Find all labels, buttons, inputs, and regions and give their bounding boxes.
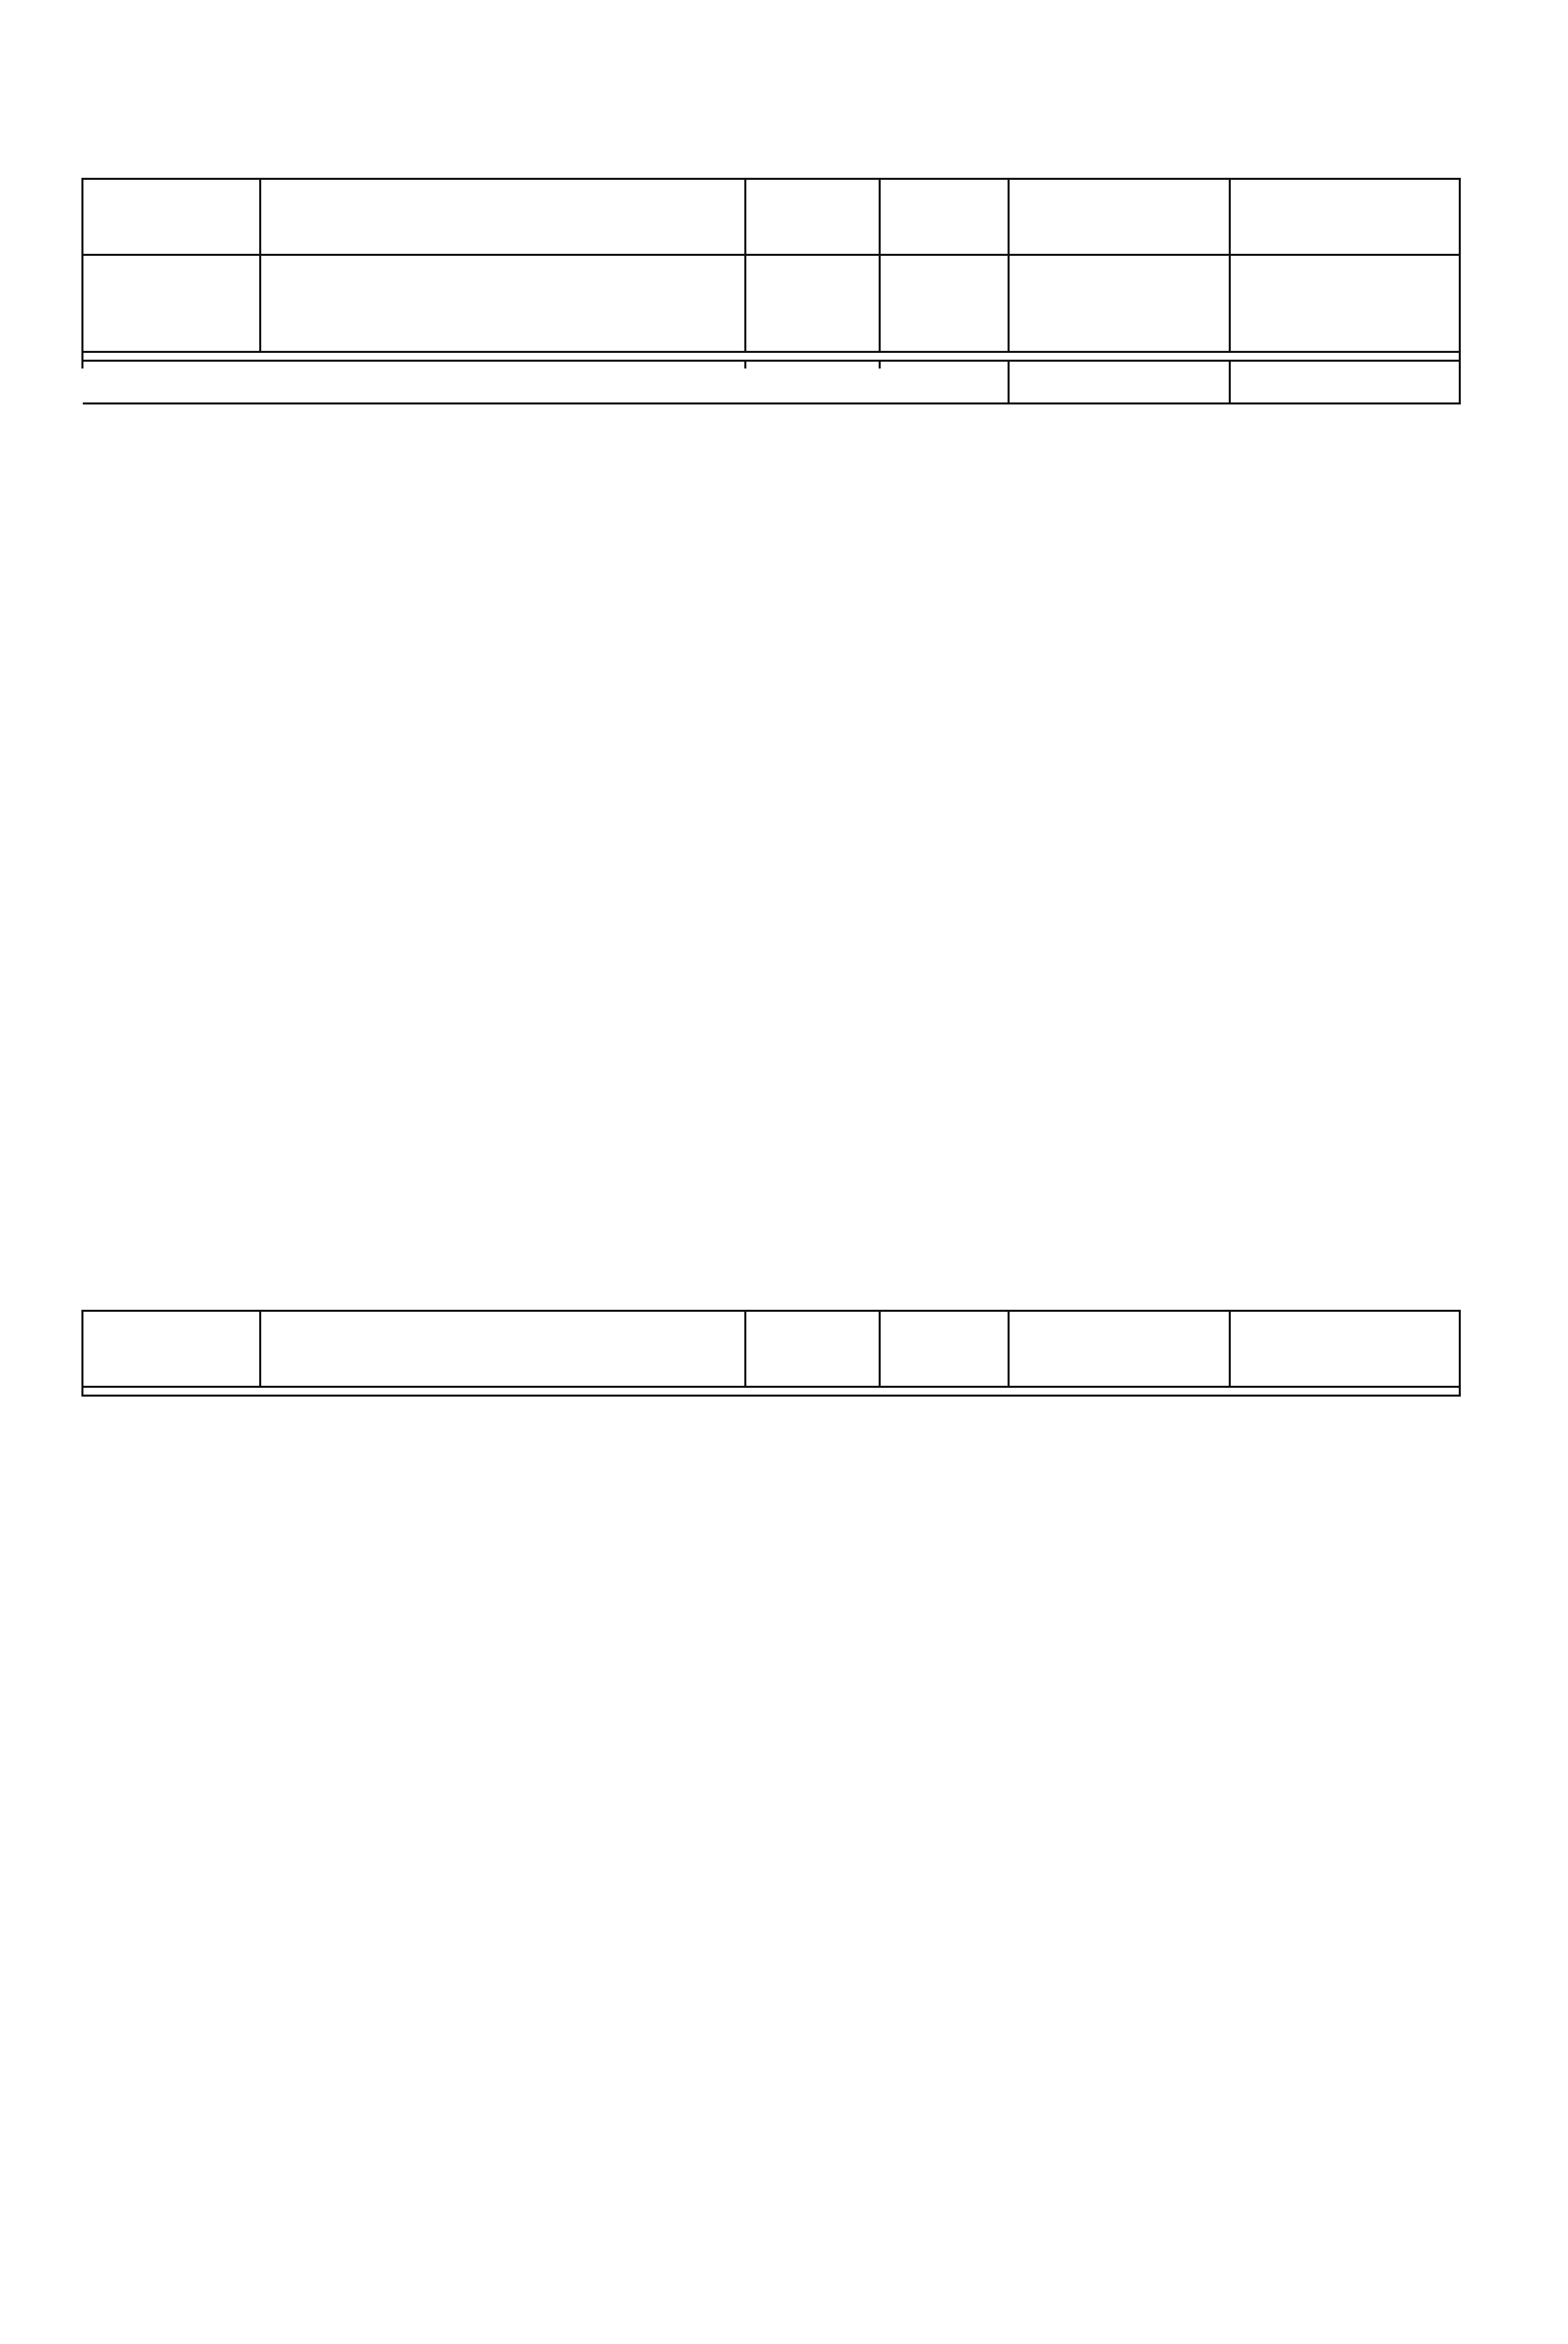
cost-value-b — [1230, 368, 1460, 375]
cell-code — [83, 344, 261, 352]
cell-value-a — [1009, 324, 1230, 330]
cost-unit — [746, 396, 880, 404]
cell-name — [261, 290, 746, 297]
cost-empty — [880, 382, 1009, 389]
header-code — [83, 1311, 261, 1387]
cell-value-a — [1009, 269, 1230, 276]
cost-label — [83, 361, 746, 369]
cell-base-price — [880, 290, 1009, 297]
cost-value-b — [1230, 396, 1460, 404]
table2 — [81, 1310, 1461, 1397]
cost-unit — [746, 375, 880, 382]
cell-value-b — [1230, 269, 1460, 276]
cost-section-title — [83, 352, 1460, 361]
cost-value-a — [1009, 375, 1230, 382]
cell-base-price — [880, 255, 1009, 263]
cell-value-b — [1230, 297, 1460, 303]
cell-name — [261, 255, 746, 263]
cell-value-b — [1230, 276, 1460, 283]
cell-value-b — [1230, 310, 1460, 317]
cell-name — [261, 283, 746, 290]
cost-empty — [880, 361, 1009, 369]
header-col-a — [1009, 1311, 1230, 1387]
cell-code — [83, 283, 261, 290]
cell-code — [83, 310, 261, 317]
table-row — [83, 283, 1460, 290]
cost-row — [83, 361, 1460, 369]
cell-unit — [746, 283, 880, 290]
cost-value-a — [1009, 396, 1230, 404]
cell-value-a — [1009, 297, 1230, 303]
cell-unit — [746, 337, 880, 344]
cost-empty — [880, 389, 1009, 396]
cell-value-b — [1230, 330, 1460, 337]
cell-name — [261, 330, 746, 337]
cost-row — [83, 375, 1460, 382]
cell-unit — [746, 324, 880, 330]
cell-unit — [746, 303, 880, 310]
cell-value-b — [1230, 283, 1460, 290]
cost-label — [83, 368, 746, 375]
table2-header-row — [83, 1311, 1460, 1387]
cell-value-a — [1009, 317, 1230, 324]
cell-base-price — [880, 337, 1009, 344]
cell-base-price — [880, 276, 1009, 283]
cost-row — [83, 389, 1460, 396]
cell-value-b — [1230, 263, 1460, 269]
cell-code — [83, 290, 261, 297]
cost-row — [83, 382, 1460, 389]
table1 — [81, 178, 1461, 404]
cell-value-a — [1009, 283, 1230, 290]
cell-value-a — [1009, 303, 1230, 310]
cell-value-b — [1230, 324, 1460, 330]
cell-value-a — [1009, 344, 1230, 352]
cell-value-b — [1230, 290, 1460, 297]
cell-unit — [746, 290, 880, 297]
cell-code — [83, 330, 261, 337]
cell-value-a — [1009, 290, 1230, 297]
cost-value-b — [1230, 389, 1460, 396]
cell-unit — [746, 310, 880, 317]
cell-unit — [746, 317, 880, 324]
cell-unit — [746, 269, 880, 276]
cost-value-a — [1009, 389, 1230, 396]
cell-code — [83, 324, 261, 330]
cost-unit — [746, 361, 880, 369]
cell-value-b — [1230, 337, 1460, 344]
table-row — [83, 317, 1460, 324]
table1-header-row — [83, 179, 1460, 255]
cell-value-a — [1009, 255, 1230, 263]
cost-unit — [746, 368, 880, 375]
cell-base-price — [880, 283, 1009, 290]
table1-body — [83, 255, 1460, 352]
table-row — [83, 263, 1460, 269]
cost-value-a — [1009, 382, 1230, 389]
cell-base-price — [880, 344, 1009, 352]
cell-code — [83, 337, 261, 344]
cell-base-price — [880, 330, 1009, 337]
cell-name — [261, 303, 746, 310]
cell-code — [83, 297, 261, 303]
cell-code — [83, 303, 261, 310]
cell-base-price — [880, 263, 1009, 269]
cell-value-b — [1230, 255, 1460, 263]
cell-name — [261, 269, 746, 276]
cost-value-a — [1009, 368, 1230, 375]
cost-label — [83, 396, 746, 404]
cost-label — [83, 389, 746, 396]
table-row — [83, 255, 1460, 263]
cell-name — [261, 317, 746, 324]
header-col-a — [1009, 179, 1230, 255]
cell-name — [261, 337, 746, 344]
table-row — [83, 324, 1460, 330]
cost-value-b — [1230, 361, 1460, 369]
cost-empty — [880, 368, 1009, 375]
cell-name — [261, 263, 746, 269]
cell-base-price — [880, 269, 1009, 276]
header-unit — [746, 1311, 880, 1387]
cost-label — [83, 375, 746, 382]
table-row — [83, 344, 1460, 352]
cost-label — [83, 382, 746, 389]
cost-empty — [880, 375, 1009, 382]
cell-code — [83, 269, 261, 276]
table-row — [83, 337, 1460, 344]
cost-row — [83, 396, 1460, 404]
header-base-price — [880, 179, 1009, 255]
cell-code — [83, 317, 261, 324]
cell-unit — [746, 297, 880, 303]
cell-base-price — [880, 297, 1009, 303]
cell-base-price — [880, 310, 1009, 317]
header-col-b — [1230, 1311, 1460, 1387]
cell-unit — [746, 330, 880, 337]
cell-value-a — [1009, 276, 1230, 283]
table-row — [83, 276, 1460, 283]
cell-code — [83, 263, 261, 269]
table-row — [83, 330, 1460, 337]
table-row — [83, 297, 1460, 303]
cell-base-price — [880, 303, 1009, 310]
table-row — [83, 303, 1460, 310]
cell-base-price — [880, 324, 1009, 330]
cost-value-a — [1009, 361, 1230, 369]
cell-name — [261, 297, 746, 303]
cell-value-a — [1009, 330, 1230, 337]
cell-value-b — [1230, 317, 1460, 324]
table-row — [83, 290, 1460, 297]
cell-value-a — [1009, 310, 1230, 317]
header-base-price — [880, 1311, 1009, 1387]
cell-unit — [746, 276, 880, 283]
cell-name — [261, 344, 746, 352]
header-name — [261, 179, 746, 255]
cell-code — [83, 276, 261, 283]
table-row — [83, 310, 1460, 317]
cost-unit — [746, 389, 880, 396]
cost-value-b — [1230, 375, 1460, 382]
cell-base-price — [880, 317, 1009, 324]
cell-code — [83, 255, 261, 263]
cell-value-a — [1009, 337, 1230, 344]
cell-value-a — [1009, 263, 1230, 269]
table1-cost-section — [83, 352, 1460, 404]
cell-name — [261, 310, 746, 317]
cell-unit — [746, 344, 880, 352]
header-name — [261, 1311, 746, 1387]
cell-unit — [746, 255, 880, 263]
cost-unit — [746, 382, 880, 389]
cell-value-b — [1230, 303, 1460, 310]
cost-value-b — [1230, 382, 1460, 389]
cell-unit — [746, 263, 880, 269]
cell-name — [261, 276, 746, 283]
cost-empty — [880, 396, 1009, 404]
cost-row — [83, 368, 1460, 375]
cell-name — [261, 324, 746, 330]
norm-section-title — [83, 1387, 1460, 1396]
cell-value-b — [1230, 344, 1460, 352]
header-col-b — [1230, 179, 1460, 255]
header-code — [83, 179, 261, 255]
header-unit — [746, 179, 880, 255]
table-row — [83, 269, 1460, 276]
